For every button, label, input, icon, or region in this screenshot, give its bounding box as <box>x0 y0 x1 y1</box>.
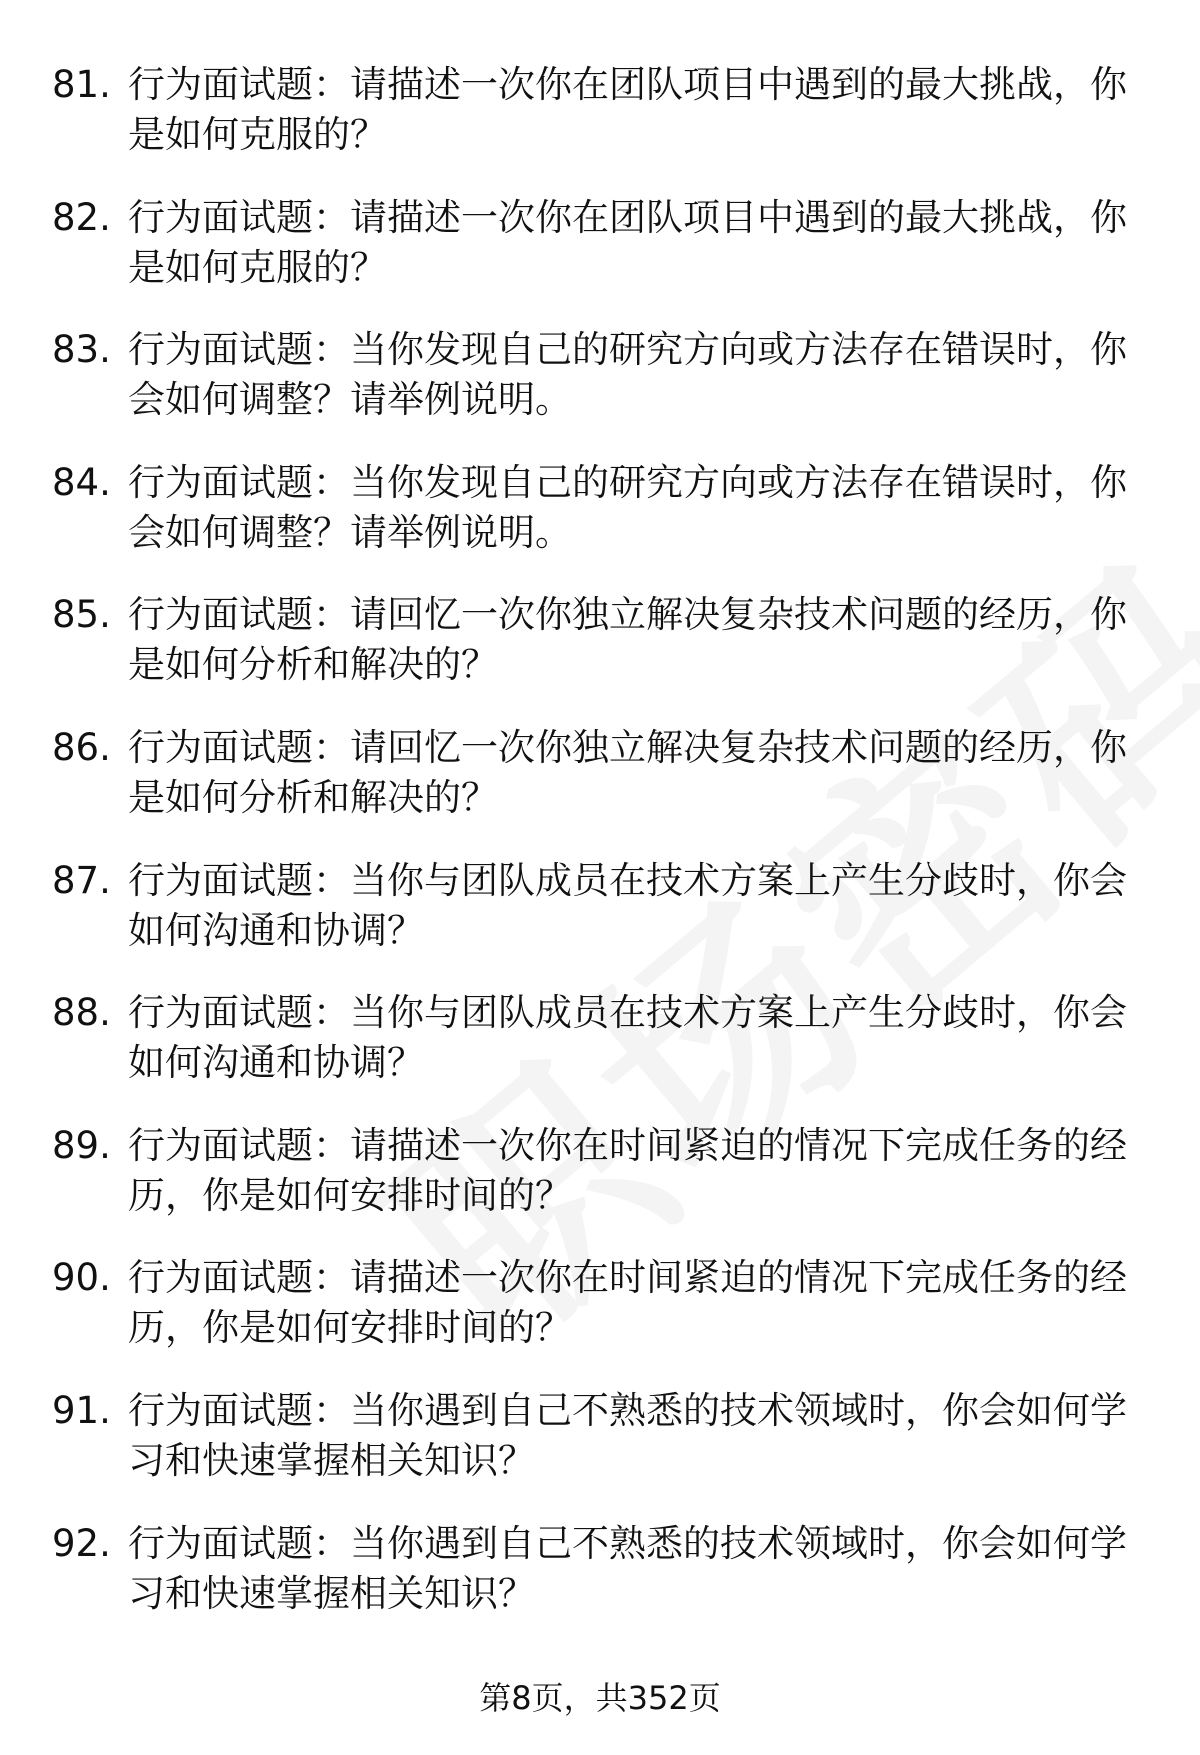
question-number: 86. <box>52 725 111 769</box>
question-item <box>0 1121 1200 1254</box>
question-text: 行为面试题：请描述一次你在时间紧迫的情况下完成任务的经历，你是如何安排时间的？ <box>128 1256 1127 1350</box>
question-item <box>0 1253 1200 1386</box>
question-text: 行为面试题：当你与团队成员在技术方案上产生分歧时，你会如何沟通和协调？ <box>128 991 1127 1085</box>
question-item <box>0 723 1200 856</box>
question-item <box>0 856 1200 989</box>
question-item <box>0 193 1200 326</box>
question-item <box>0 988 1200 1121</box>
question-text: 行为面试题：当你发现自己的研究方向或方法存在错误时，你会如何调整？请举例说明。 <box>128 328 1127 422</box>
question-number: 92. <box>52 1521 111 1565</box>
question-text: 行为面试题：当你遇到自己不熟悉的技术领域时，你会如何学习和快速掌握相关知识？ <box>128 1521 1127 1615</box>
question-text: 行为面试题：当你遇到自己不熟悉的技术领域时，你会如何学习和快速掌握相关知识？ <box>128 1388 1127 1482</box>
question-list <box>0 60 1200 1651</box>
question-item <box>0 590 1200 723</box>
question-number: 90. <box>52 1256 111 1300</box>
question-text: 行为面试题：请回忆一次你独立解决复杂技术问题的经历，你是如何分析和解决的？ <box>128 725 1127 819</box>
question-item <box>0 1519 1200 1652</box>
question-text: 行为面试题：当你与团队成员在技术方案上产生分歧时，你会如何沟通和协调？ <box>128 858 1127 952</box>
question-item <box>0 325 1200 458</box>
question-number: 81. <box>52 63 111 106</box>
question-text: 行为面试题：当你发现自己的研究方向或方法存在错误时，你会如何调整？请举例说明。 <box>128 460 1127 554</box>
question-text: 行为面试题：请描述一次你在团队项目中遇到的最大挑战，你是如何克服的？ <box>128 195 1127 289</box>
question-text: 行为面试题：请描述一次你在团队项目中遇到的最大挑战，你是如何克服的？ <box>128 63 1127 156</box>
question-item <box>0 458 1200 591</box>
question-number: 87. <box>52 858 111 902</box>
question-text: 行为面试题：请描述一次你在时间紧迫的情况下完成任务的经历，你是如何安排时间的？ <box>128 1123 1127 1217</box>
question-number: 83. <box>52 328 111 372</box>
question-number: 84. <box>52 460 111 504</box>
question-item <box>0 60 1200 193</box>
question-number: 82. <box>52 195 111 239</box>
page-number-label: 第8页，共352页 <box>479 1679 721 1717</box>
question-number: 91. <box>52 1388 111 1432</box>
question-number: 85. <box>52 593 111 637</box>
question-number: 89. <box>52 1123 111 1167</box>
question-text: 行为面试题：请回忆一次你独立解决复杂技术问题的经历，你是如何分析和解决的？ <box>128 593 1127 687</box>
question-item <box>0 1386 1200 1519</box>
question-number: 88. <box>52 991 111 1035</box>
page-footer <box>0 1678 1200 1718</box>
